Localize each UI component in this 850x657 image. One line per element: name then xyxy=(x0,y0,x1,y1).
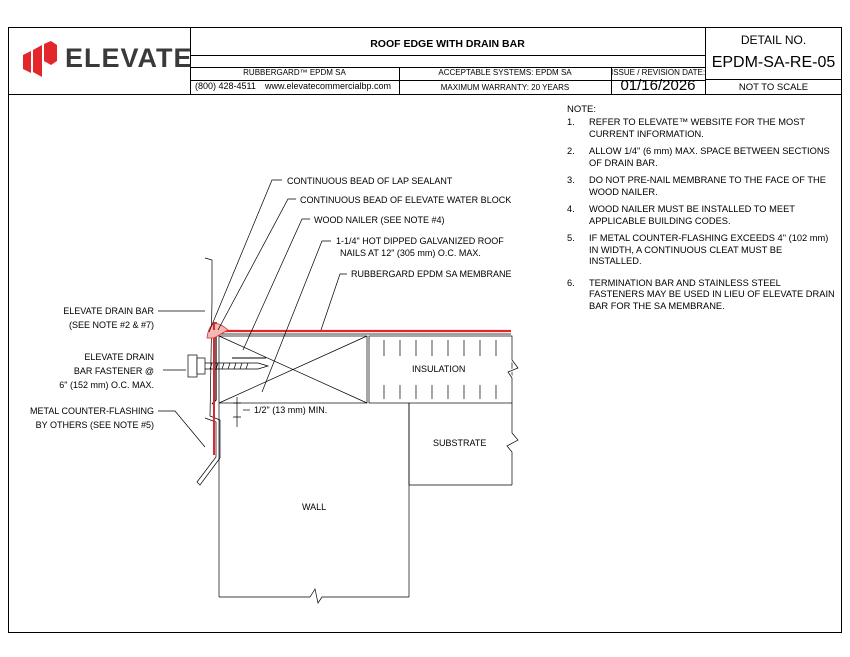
detail-title: ROOF EDGE WITH DRAIN BAR xyxy=(370,38,525,50)
leader-roof-nails xyxy=(262,241,331,392)
max-warranty: MAXIMUM WARRANTY: 20 YEARS xyxy=(440,83,570,92)
label-fastener: ELEVATE DRAIN xyxy=(84,352,154,362)
note-item: 1. REFER TO ELEVATE™ WEBSITE FOR THE MOST CURRENT INFORMATION. xyxy=(567,117,805,139)
label-counter-flashing: METAL COUNTER-FLASHING xyxy=(29,406,154,416)
scale-note: NOT TO SCALE xyxy=(738,82,809,93)
note-item: 4. WOOD NAILER MUST BE INSTALLED TO MEET APPLICABLE BUILDING CODES. xyxy=(567,204,795,226)
phone-number: (800) 428-4511 xyxy=(195,81,256,91)
leader-lap-sealant xyxy=(209,180,282,332)
acceptable-systems: ACCEPTABLE SYSTEMS: EPDM SA xyxy=(438,68,572,77)
wall-break-line xyxy=(219,589,409,603)
label-wood-nailer: WOOD NAILER (SEE NOTE #4) xyxy=(314,215,445,225)
detail-label: DETAIL NO. xyxy=(740,33,807,47)
label-roof-nails: 1-1/4" HOT DIPPED GALVANIZED ROOF xyxy=(336,236,504,246)
note-item: 3. DO NOT PRE-NAIL MEMBRANE TO THE FACE OF THE WOOD NAILER. xyxy=(567,175,826,197)
label-fastener: BAR FASTENER @ xyxy=(73,366,154,376)
brand-name: ELEVATE xyxy=(65,43,193,73)
issue-label: ISSUE / REVISION DATE: xyxy=(611,68,706,77)
label-wall: WALL xyxy=(302,502,327,512)
label-gap: 1/2" (13 mm) MIN. xyxy=(254,405,328,415)
gap-dimension xyxy=(233,397,241,427)
label-lap-sealant: CONTINUOUS BEAD OF LAP SEALANT xyxy=(287,176,453,186)
note-item: 5. IF METAL COUNTER-FLASHING EXCEEDS 4" (102 mm) IN WIDTH, A CONTINUOUS CLEAT MUST BE INSTALLED. xyxy=(567,233,829,266)
label-water-block: CONTINUOUS BEAD OF ELEVATE WATER BLOCK xyxy=(300,195,512,205)
label-insulation: INSULATION xyxy=(412,364,466,374)
fastener-head xyxy=(188,355,197,377)
substrate-break-line xyxy=(507,403,518,485)
note-item: 6. TERMINATION BAR AND STAINLESS STEEL FASTENERS MAY BE USED IN LIEU OF ELEVATE DRAIN BAR FOR THE SA MEMBRANE. xyxy=(567,277,835,311)
detail-number: EPDM-SA-RE-05 xyxy=(711,54,836,71)
product-name: RUBBERGARD™ EPDM SA xyxy=(243,68,346,77)
label-roof-nails: NAILS AT 12" (305 mm) O.C. MAX. xyxy=(340,248,481,258)
label-membrane: RUBBERGARD EPDM SA MEMBRANE xyxy=(351,269,512,279)
leader-water-block xyxy=(218,199,296,330)
label-fastener: 6" (152 mm) O.C. MAX. xyxy=(59,380,154,390)
leader-membrane xyxy=(321,274,347,330)
label-substrate: SUBSTRATE xyxy=(433,438,487,448)
issue-date: 01/16/2026 xyxy=(620,77,696,94)
label-counter-flashing: BY OTHERS (SEE NOTE #5) xyxy=(35,420,154,430)
leader-counter-flashing xyxy=(158,411,205,447)
label-drain-bar: (SEE NOTE #2 & #7) xyxy=(68,320,154,330)
label-drain-bar: ELEVATE DRAIN BAR xyxy=(63,306,154,316)
wood-nailer-cross xyxy=(219,336,367,403)
website-link[interactable]: www.elevatecommercialbp.com xyxy=(265,81,392,91)
note-item: 2. ALLOW 1/4" (6 mm) MAX. SPACE BETWEEN SECTIONS OF DRAIN BAR. xyxy=(567,146,830,168)
notes-heading: NOTE: xyxy=(567,104,597,115)
